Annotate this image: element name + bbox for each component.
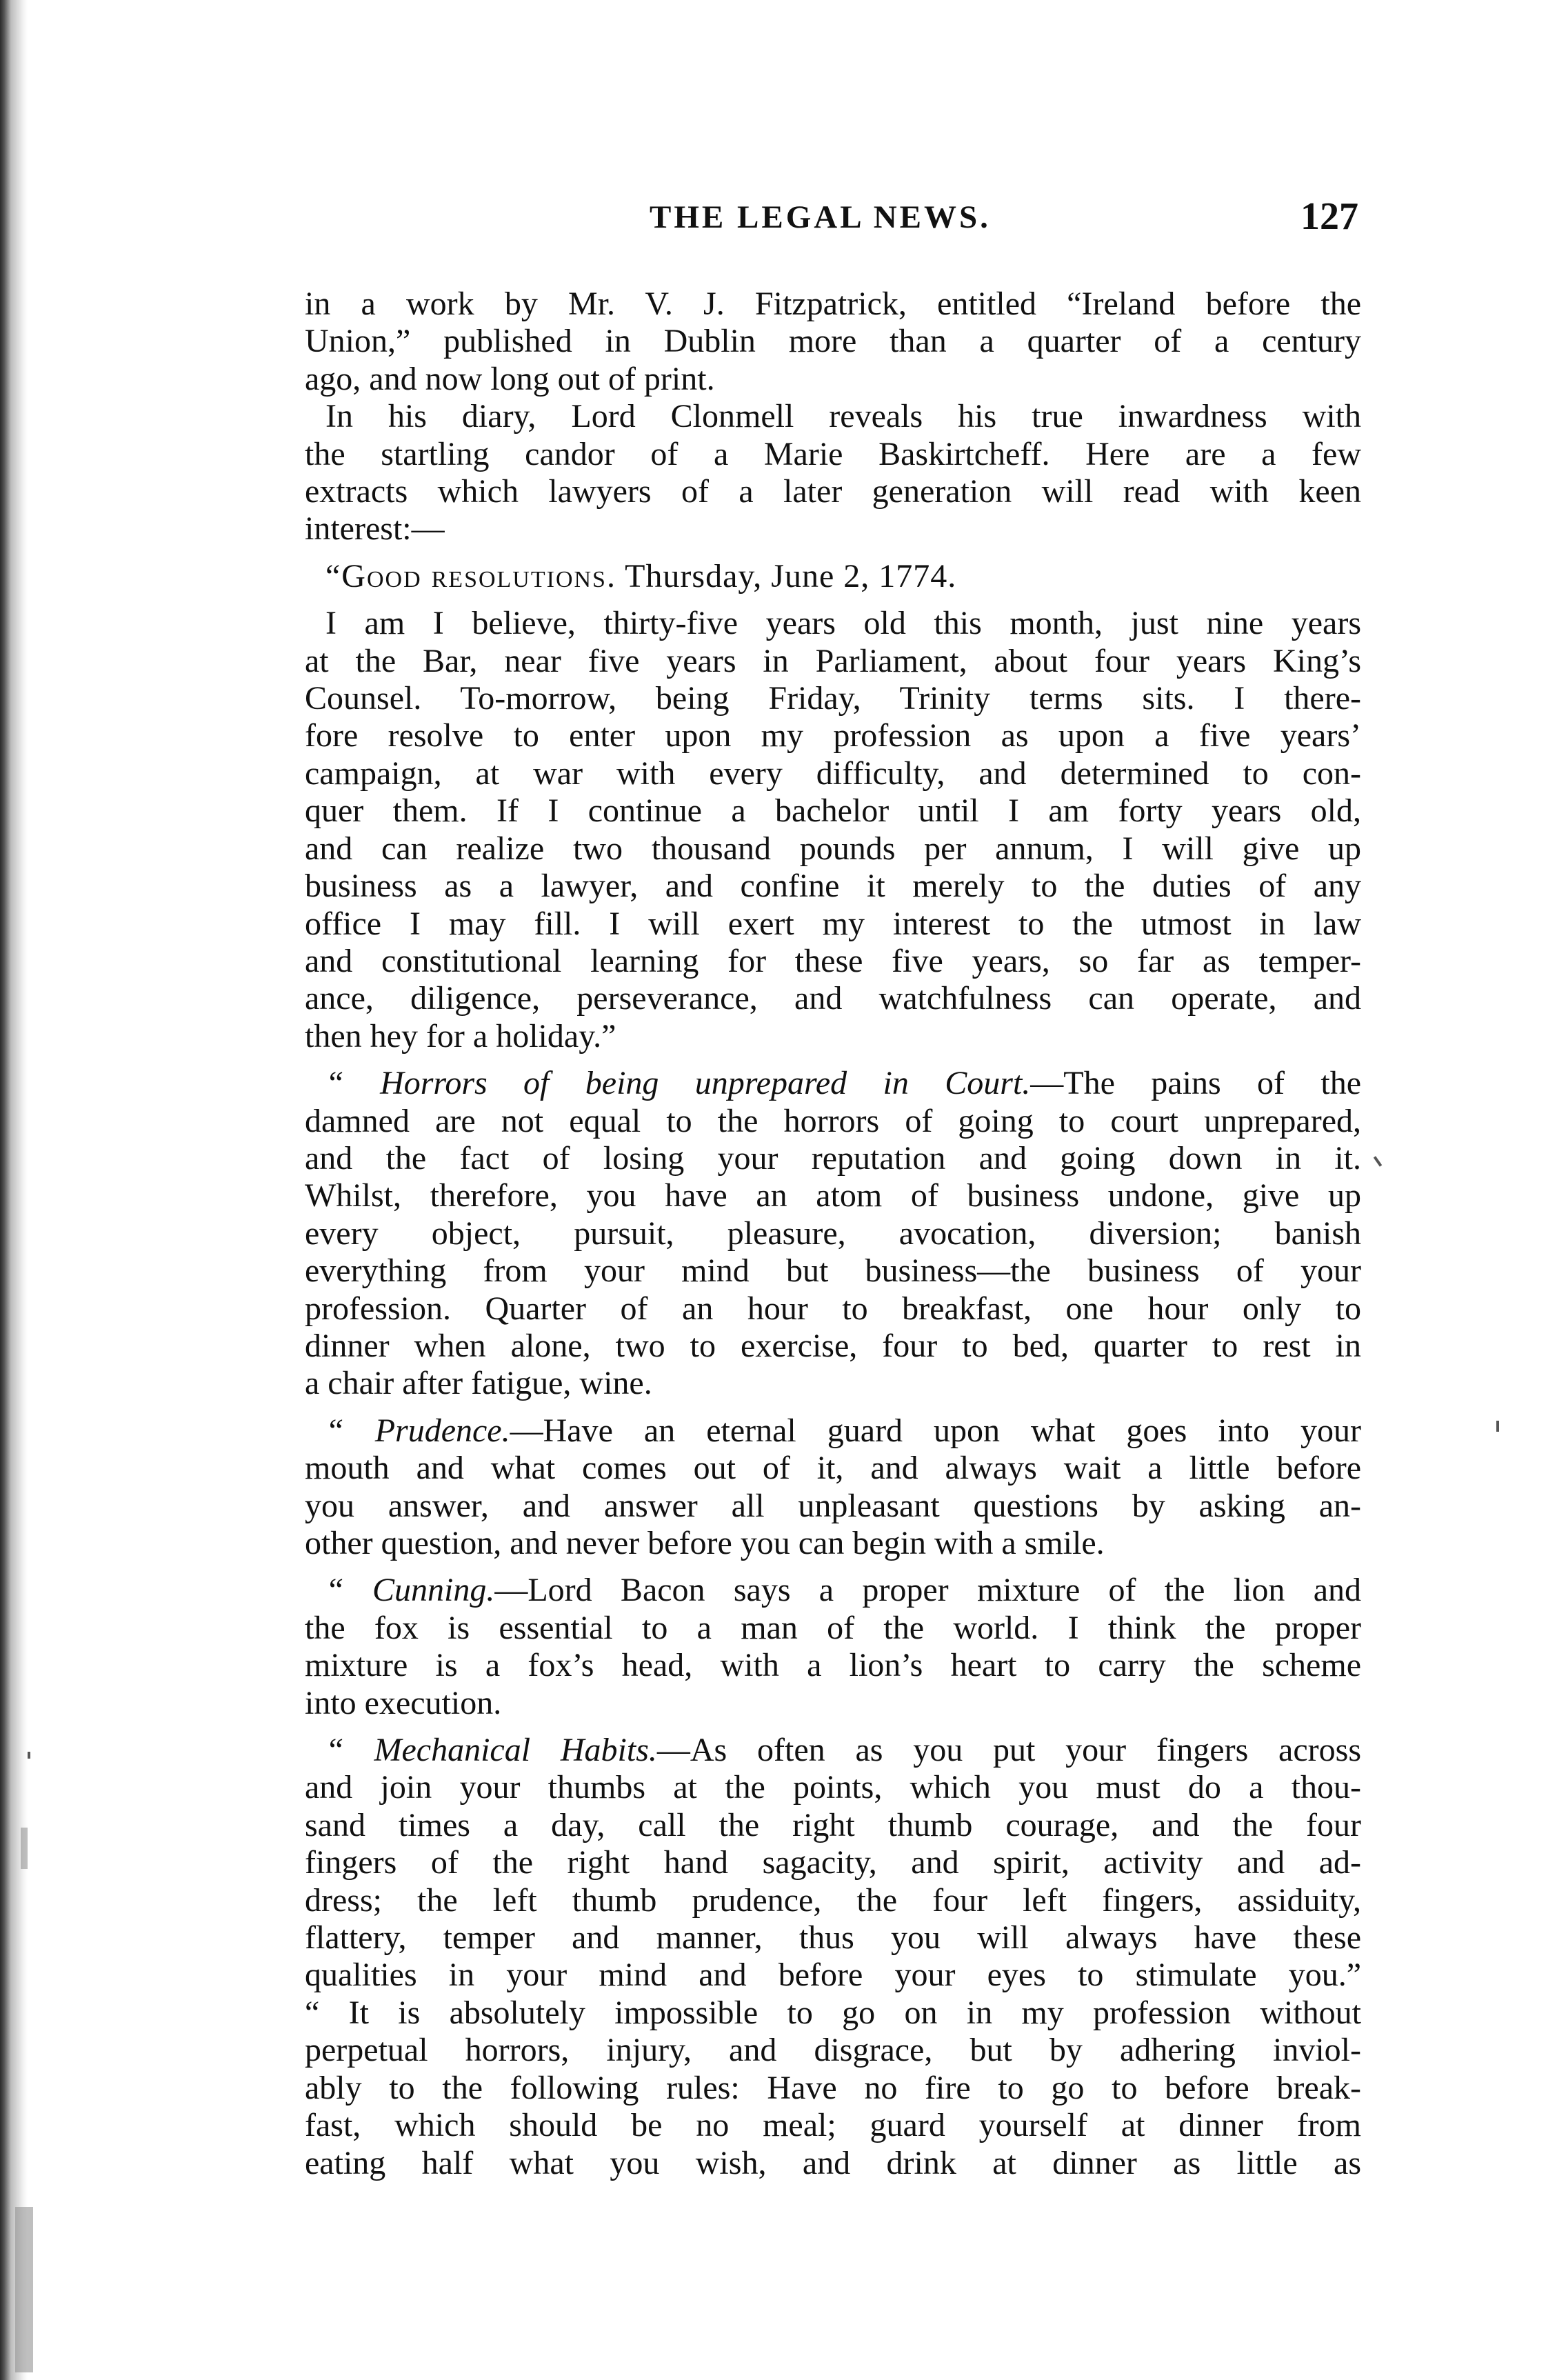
text-line: and can realize two thousand pounds per annum, I will give up xyxy=(305,830,1361,867)
text-line: other question, and never before you can begin with a smile. xyxy=(305,1525,1105,1561)
text-line: and the fact of losing your reputation and going down in it. xyxy=(305,1139,1361,1177)
text-line: mouth and what comes out of it, and always wait a little before xyxy=(305,1450,1361,1487)
text-line: fore resolve to enter upon my profession as upon a five years’ xyxy=(305,717,1361,754)
text-run: —Have an eternal guard upon what goes into your xyxy=(510,1412,1361,1449)
text-line: a chair after fatigue, wine. xyxy=(305,1365,652,1402)
paragraph xyxy=(305,1065,1361,1403)
page-number: 127 xyxy=(1300,195,1358,238)
text-line: fast, which should be no meal; guard yourself at dinner from xyxy=(305,2107,1361,2144)
text-line: and join your thumbs at the points, which you must do a thou- xyxy=(305,1769,1361,1806)
paragraph xyxy=(305,1732,1361,2182)
section-lead: “ Cunning. xyxy=(325,1572,495,1609)
text-line: qualities in your mind and before your eyes to stimulate you.” xyxy=(305,1957,1361,1994)
text-line: flattery, temper and manner, thus you will always have these xyxy=(305,1919,1361,1957)
text-line: mixture is a fox’s head, with a lion’s heart to carry the scheme xyxy=(305,1647,1361,1684)
text-line: Counsel. To-morrow, being Friday, Trinity terms sits. I there- xyxy=(305,680,1361,717)
text-line: perpetual horrors, injury, and disgrace, but by adhering inviol- xyxy=(305,2032,1361,2069)
text-line: damned are not equal to the horrors of going to court unprepared, xyxy=(305,1102,1361,1139)
text-line: profession. Quarter of an hour to breakfast, one hour only to xyxy=(305,1290,1361,1327)
text-line: the startling candor of a Marie Baskirtcheff. Here are a few xyxy=(305,435,1361,472)
margin-mark xyxy=(1374,1156,1382,1166)
paragraph xyxy=(305,1572,1361,1722)
text-line: you answer, and answer all unpleasant questions by asking an- xyxy=(305,1487,1361,1524)
text-line: eating half what you wish, and drink at dinner as little as xyxy=(305,2144,1361,2181)
text-line: at the Bar, near five years in Parliament, about four years King’s xyxy=(305,642,1361,679)
text-run: —Lord Bacon says a proper mixture of the lion and xyxy=(494,1572,1361,1609)
text-line: ago, and now long out of print. xyxy=(305,360,715,397)
paragraph xyxy=(305,1412,1361,1563)
text-line: extracts which lawyers of a later generation will read with keen xyxy=(305,473,1361,510)
text-line: quer them. If I continue a bachelor until I am forty years old, xyxy=(305,792,1361,830)
binding-mark xyxy=(21,1828,28,1869)
text-line: then hey for a holiday.” xyxy=(305,1017,616,1054)
text-line: every object, pursuit, pleasure, avocation, diversion; banish xyxy=(305,1214,1361,1252)
text-line xyxy=(305,1732,1361,1769)
text-line: I am I believe, thirty-five years old this month, just nine years xyxy=(325,605,1361,642)
text-line: everything from your mind but business—the business of your xyxy=(305,1252,1361,1290)
heading-label: “Good resolutions. xyxy=(325,557,616,594)
text-line xyxy=(305,1065,1361,1102)
heading-date: Thursday, June 2, 1774. xyxy=(625,557,957,594)
text-line: dinner when alone, two to exercise, four to bed, quarter to rest in xyxy=(305,1327,1361,1364)
text-line: office I may fill. I will exert my interest to the utmost in law xyxy=(305,905,1361,942)
running-title: THE LEGAL NEWS. xyxy=(650,199,991,235)
text-line: Union,” published in Dublin more than a quarter of a century xyxy=(305,323,1361,360)
text-line: In his diary, Lord Clonmell reveals his true inwardness with xyxy=(325,398,1361,435)
text-line: ably to the following rules: Have no fire to go to before break- xyxy=(305,2069,1361,2106)
text-run: —The pains of the xyxy=(1030,1065,1361,1102)
text-line: interest:— xyxy=(305,510,445,548)
text-line: in a work by Mr. V. J. Fitzpatrick, entitled “Ireland before the xyxy=(305,286,1361,322)
margin-mark xyxy=(28,1752,30,1759)
paragraph xyxy=(305,398,1361,548)
text-line: dress; the left thumb prudence, the four left fingers, assiduity, xyxy=(305,1881,1361,1919)
section-lead: “ Horrors of being unprepared in Court. xyxy=(325,1065,1031,1102)
margin-mark xyxy=(1496,1421,1499,1432)
text-line: the fox is essential to a man of the world. I think the proper xyxy=(305,1609,1361,1646)
text-line: campaign, at war with every difficulty, and determined to con- xyxy=(305,754,1361,792)
running-header xyxy=(305,195,1361,247)
body-text xyxy=(305,286,1361,2182)
section-lead: “ Prudence. xyxy=(325,1412,510,1449)
text-run: —As often as you put your fingers across xyxy=(656,1732,1361,1769)
text-line: sand times a day, call the right thumb courage, and the four xyxy=(305,1806,1361,1843)
text-line xyxy=(305,1572,1361,1609)
section-lead: “ Mechanical Habits. xyxy=(325,1732,657,1769)
page-binding-edge xyxy=(0,0,28,2380)
text-line: and constitutional learning for these five years, so far as temper- xyxy=(305,942,1361,979)
paragraph xyxy=(305,605,1361,1055)
binding-mark xyxy=(15,2207,33,2372)
text-line: business as a lawyer, and confine it merely to the duties of any xyxy=(305,868,1361,905)
text-line: Whilst, therefore, you have an atom of business undone, give up xyxy=(305,1177,1361,1214)
text-line: “ It is absolutely impossible to go on in my profession without xyxy=(305,1994,1361,2031)
entry-heading xyxy=(305,558,1361,595)
text-line: fingers of the right hand sagacity, and spirit, activity and ad- xyxy=(305,1844,1361,1881)
text-line xyxy=(305,1412,1361,1450)
text-line: into execution. xyxy=(305,1684,502,1721)
paragraph xyxy=(305,286,1361,398)
text-line: ance, diligence, perseverance, and watchfulness can operate, and xyxy=(305,980,1361,1017)
